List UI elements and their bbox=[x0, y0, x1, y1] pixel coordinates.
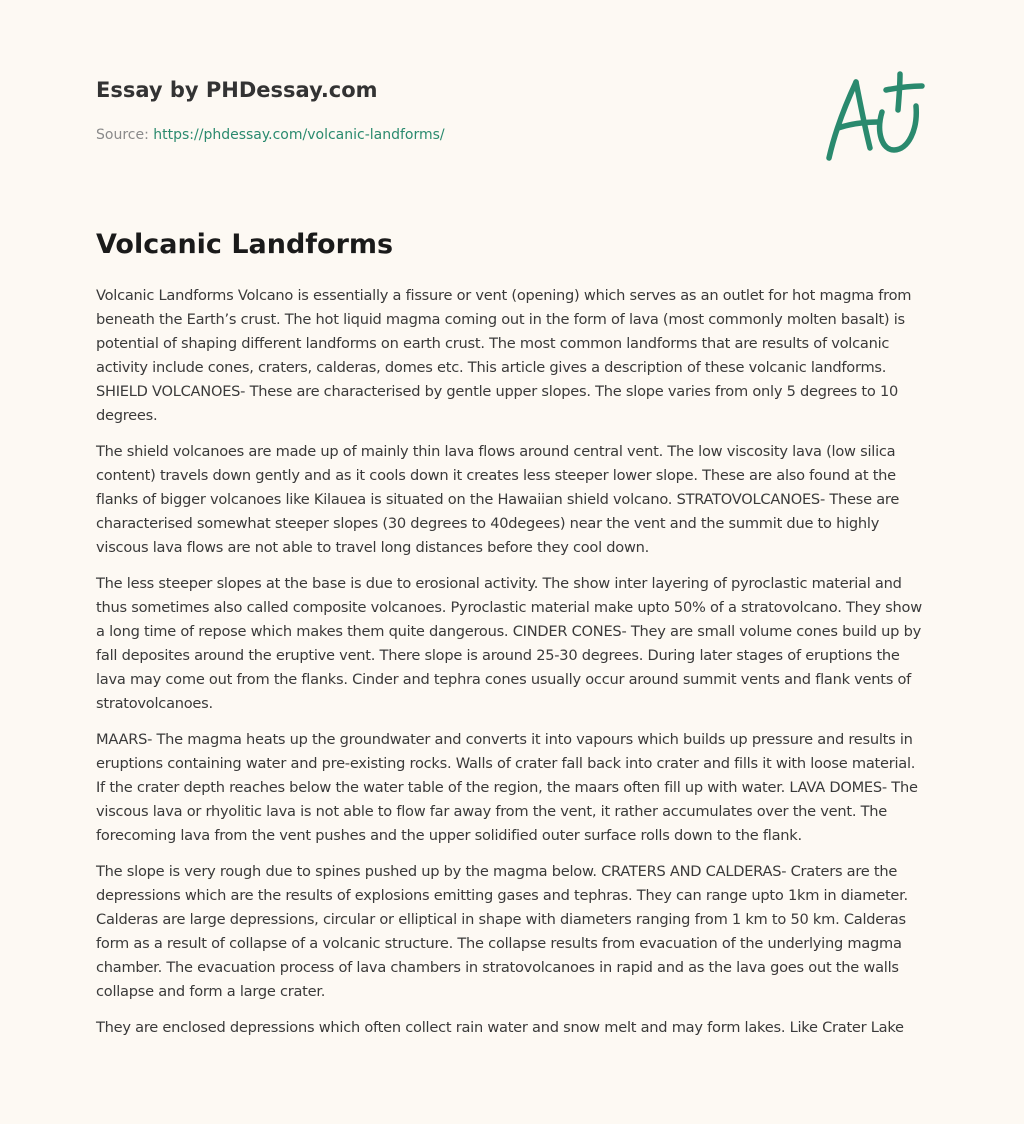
essay-paragraph: The shield volcanoes are made up of mainly thin lava flows around central vent. The low viscosity lava (low silica content) travels down gently and as it cools down it creates less steeper lower slope. These are also found at the flanks of bigger volcanoes like Kilauea is situated on the Hawaiian shield volcano. STRATOVOLCANOES- These are characterised somewhat steeper slopes (30 degrees to 40degees) near the vent and the summit due to highly viscous lava flows are not able to travel long distances before they cool down. bbox=[96, 443, 900, 556]
source-link[interactable]: https://phdessay.com/volcanic-landforms/ bbox=[153, 127, 445, 143]
essay-paragraph: MAARS- The magma heats up the groundwater and converts it into vapours which builds up pressure and results in eruptions containing water and pre-existing rocks. Walls of crater fall back into crater and fills it with loose material. If the crater depth reaches below the water table of the region, the maars often fill up with water. LAVA DOMES- The viscous lava or rhyolitic lava is not able to flow far away from the vent, it rather accumulates over the vent. The forecoming lava from the vent pushes and the upper solidified outer surface rolls down to the flank. bbox=[96, 731, 918, 844]
page-header bbox=[96, 76, 796, 145]
essay-paragraph: The less steeper slopes at the base is due to erosional activity. The show inter layering of pyroclastic material and thus sometimes also called composite volcanoes. Pyroclastic material make upto 50% of a stratovolcano. They show a long time of repose which makes them quite dangerous. CINDER CONES- They are small volume cones build up by fall deposites around the eruptive vent. There slope is around 25-30 degrees. During later stages of eruptions the lava may come out from the flanks. Cinder and tephra cones usually occur around summit vents and flank vents of stratovolcanoes. bbox=[96, 575, 922, 712]
source-line bbox=[96, 125, 796, 145]
site-title: Essay by PHDessay.com bbox=[96, 78, 378, 102]
essay-paragraph: Volcanic Landforms Volcano is essentially a fissure or vent (opening) which serves as an outlet for hot magma from beneath the Earth’s crust. The hot liquid magma coming out in the form of lava (most commonly molten basalt) is potential of shaping different landforms on earth crust. The most common landforms that are results of volcanic activity include cones, craters, calderas, domes etc. This article gives a description of these volcanic landforms. SHIELD VOLCANOES- These are characterised by gentle upper slopes. The slope varies from only 5 degrees to 10 degrees. bbox=[96, 287, 912, 424]
a-plus-logo-icon bbox=[820, 66, 932, 170]
essay-title: Volcanic Landforms bbox=[96, 229, 394, 260]
essay-body bbox=[96, 284, 928, 1052]
essay-paragraph: They are enclosed depressions which often collect rain water and snow melt and may form lakes. Like Crater Lake bbox=[96, 1019, 904, 1036]
essay-paragraph: The slope is very rough due to spines pushed up by the magma below. CRATERS AND CALDERAS- Craters are the depressions which are the results of explosions emitting gases and tephras. They can range upto 1km in diameter. Calderas are large depressions, circular or elliptical in shape with diameters ranging from 1 km to 50 km. Calderas form as a result of collapse of a volcanic structure. The collapse results from evacuation of the underlying magma chamber. The evacuation process of lava chambers in stratovolcanoes in rapid and as the lava goes out the walls collapse and form a large crater. bbox=[96, 863, 908, 1000]
source-label: Source: bbox=[96, 127, 149, 143]
